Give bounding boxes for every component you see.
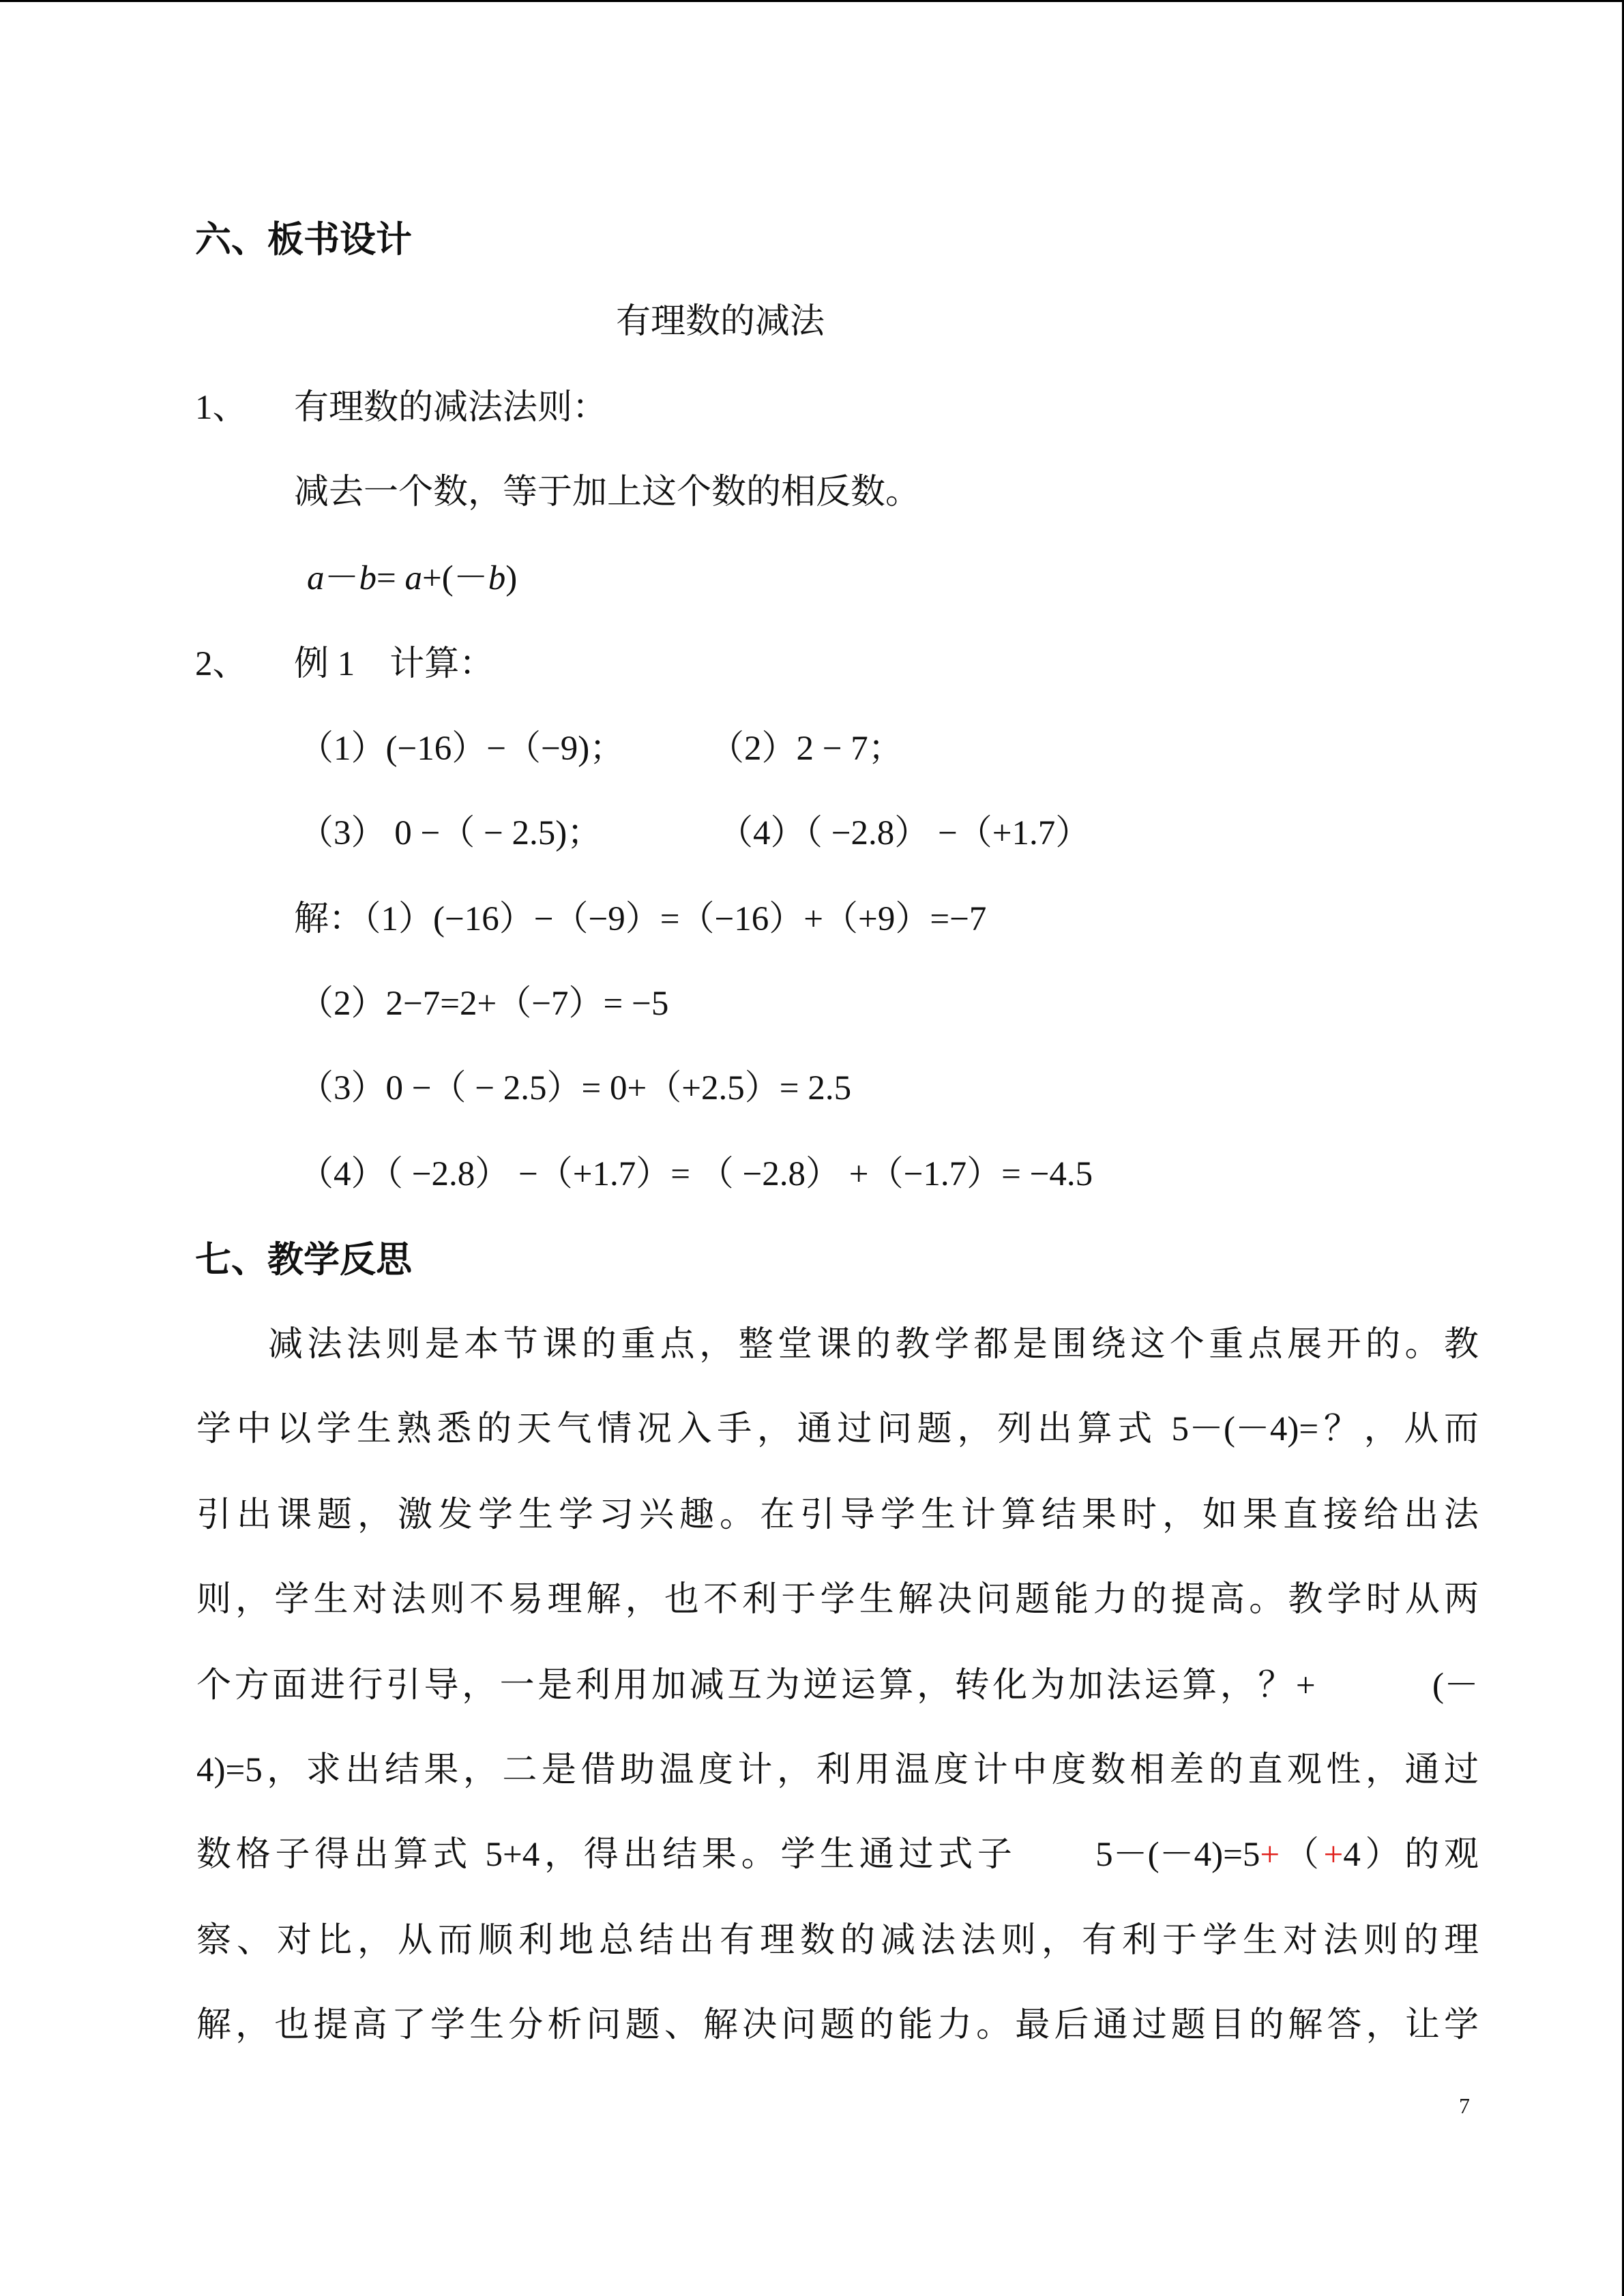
reflection-line-6: 4)=5，求出结果，二是借助温度计，利用温度计中度数相差的直观性，通过	[196, 1751, 1479, 1789]
section-heading-7: 七、教学反思	[195, 1239, 412, 1281]
page-number: 7	[1459, 2093, 1470, 2118]
example-label: 例 1 计算：	[294, 645, 494, 683]
item-number-2: 2、	[195, 645, 248, 683]
reflection-line-7: 数格子得出算式 5+4，得出结果。学生通过式子 5－(－4)=5+（+4）的观	[196, 1836, 1479, 1874]
solution-line-1: 解：（1）(−16）−（−9）=（−16）+（+9）=−7	[294, 900, 987, 938]
problem-1: （1）(−16）−（−9)；	[299, 730, 625, 768]
reflection-line-3: 引出课题，激发学生学习兴趣。在引导学生计算结果时，如果直接给出法	[196, 1496, 1479, 1534]
section-heading-6: 六、板书设计	[195, 219, 412, 260]
highlight-plus: +	[1323, 1836, 1344, 1874]
reflection-line-4: 则，学生对法则不易理解，也不利于学生解决问题能力的提高。教学时从两	[196, 1581, 1479, 1619]
problem-4: （4）（ −2.8） −（+1.7）	[718, 814, 1091, 852]
reflection-line-2: 学中以学生熟悉的天气情况入手，通过问题，列出算式 5－(－4)=？，从而	[196, 1410, 1479, 1448]
highlight-plus: +	[1260, 1836, 1280, 1874]
rule-formula: a－b= a+(－b)	[307, 559, 518, 597]
solution-line-4: （4）（ −2.8） −（+1.7）= （ −2.8） +（−1.7）= −4.5	[299, 1155, 1093, 1193]
rule-label: 有理数的减法法则：	[294, 389, 608, 427]
reflection-line-9: 解，也提高了学生分析问题、解决问题的能力。最后通过题目的解答，让学	[196, 2006, 1479, 2044]
reflection-line-5: 个方面进行引导，一是利用加减互为逆运算，转化为加法运算，？+ (－	[196, 1667, 1479, 1705]
solution-line-3: （3）0 −（ − 2.5）= 0+（+2.5）= 2.5	[299, 1069, 852, 1107]
reflection-line-8: 察、对比，从而顺利地总结出有理数的减法法则，有利于学生对法则的理	[196, 1922, 1479, 1960]
rule-text: 减去一个数，等于加上这个数的相反数。	[294, 473, 921, 511]
problem-3: （3） 0 −（ − 2.5)；	[299, 814, 602, 852]
reflection-line-1: 减法法则是本节课的重点，整堂课的教学都是围绕这个重点展开的。教	[268, 1326, 1479, 1364]
problem-2: （2）2 − 7；	[709, 730, 903, 768]
board-title: 有理数的减法	[616, 303, 825, 341]
item-number-1: 1、	[195, 389, 248, 427]
solution-line-2: （2）2−7=2+（−7）= −5	[299, 985, 669, 1023]
